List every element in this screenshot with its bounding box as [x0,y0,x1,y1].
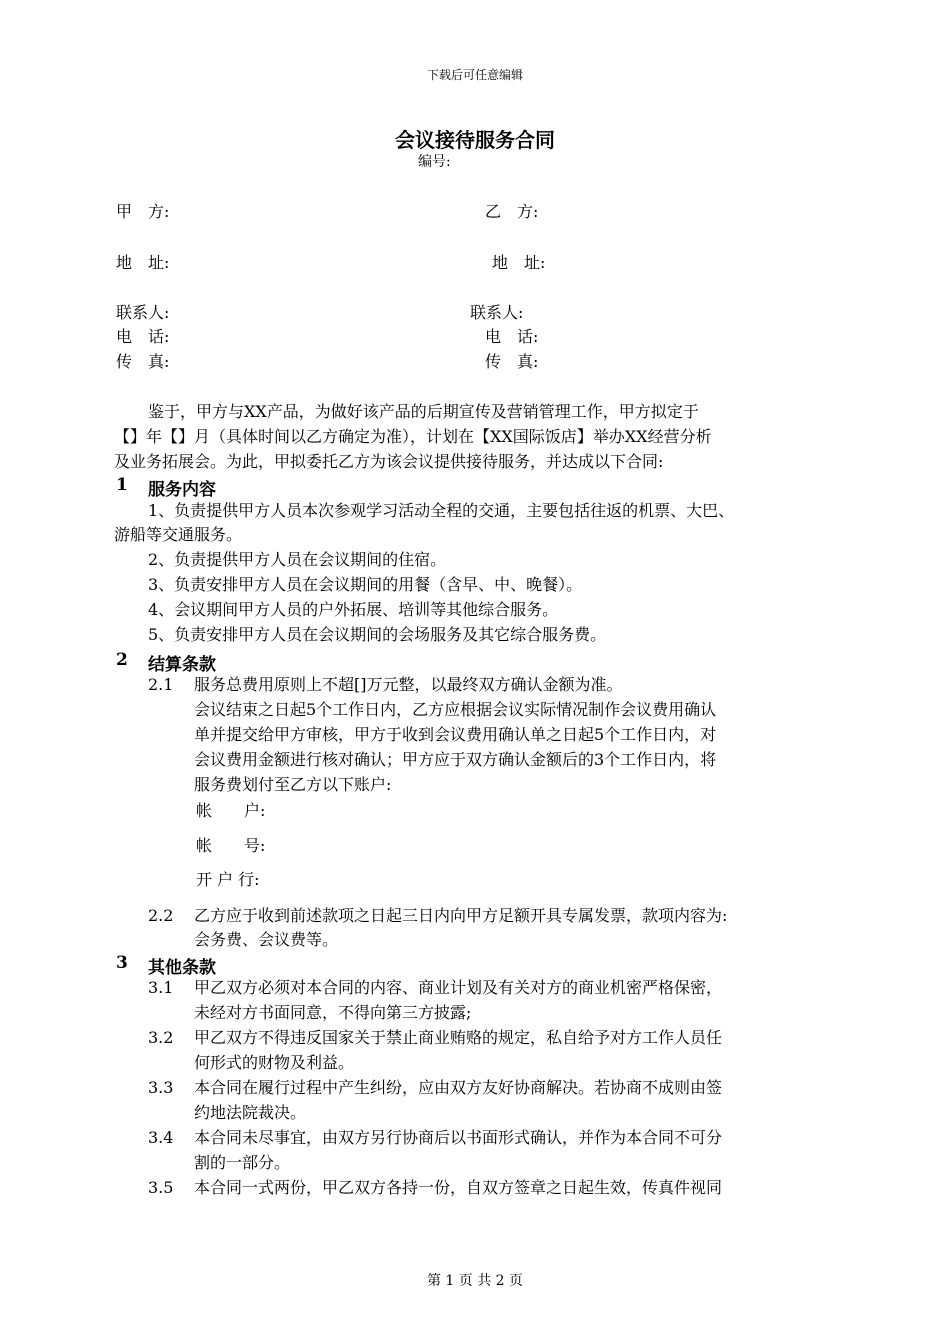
section-1-title: 服务内容 [148,480,216,500]
clause-3-2-line-1: 甲乙双方不得违反国家关于禁止商业贿赂的规定，私自给予对方工作人员任 [194,1028,723,1047]
party-a-name-label: 甲 方: [116,202,170,221]
intro-line-1: 鉴于，甲方与XX产品，为做好该产品的后期宣传及营销管理工作，甲方拟定于 [148,402,699,421]
clause-3-3-number: 3.3 [148,1078,174,1097]
clause-2-1-line-2: 会议结束之日起5个工作日内，乙方应根据会议实际情况制作会议费用确认 [194,700,717,719]
document-title: 会议接待服务合同 [395,128,555,152]
section-2-title: 结算条款 [148,655,216,675]
clause-2-1-line-1: 服务总费用原则上不超[]万元整，以最终双方确认金额为准。 [194,675,623,694]
account-number-label: 帐 号: [196,836,266,855]
clause-2-2-line-2: 会务费、会议费等。 [194,930,339,949]
page-header-note: 下载后可任意编辑 [426,68,523,82]
clause-3-3-line-2: 约地法院裁决。 [194,1103,307,1122]
clause-3-4-number: 3.4 [148,1128,174,1147]
clause-2-2-number: 2.2 [148,906,174,925]
section-2-number: 2 [116,650,128,670]
clause-3-1-number: 3.1 [148,978,174,997]
s1-item-2: 2、负责提供甲方人员在会议期间的住宿。 [148,550,447,569]
clause-3-4-line-2: 割的一部分。 [194,1153,291,1172]
party-b-address-label: 地 址: [492,253,546,272]
party-b-name-label: 乙 方: [485,202,539,221]
clause-3-2-number: 3.2 [148,1028,174,1047]
clause-3-1-line-1: 甲乙双方必须对本合同的内容、商业计划及有关对方的商业机密严格保密， [194,978,723,997]
clause-3-3-line-1: 本合同在履行过程中产生纠纷，应由双方友好协商解决。若协商不成则由签 [194,1078,723,1097]
party-a-address-label: 地 址: [116,253,170,272]
clause-2-1-number: 2.1 [148,675,174,694]
section-3-title: 其他条款 [148,958,216,978]
clause-2-2-line-1: 乙方应于收到前述款项之日起三日内向甲方足额开具专属发票，款项内容为: [194,906,728,925]
clause-3-4-line-1: 本合同未尽事宜，由双方另行协商后以书面形式确认，并作为本合同不可分 [194,1128,723,1147]
clause-3-1-line-2: 未经对方书面同意，不得向第三方披露; [194,1003,472,1022]
account-holder-label: 帐 户: [196,801,266,820]
party-a-contact-label: 联系人: [116,303,170,322]
s1-item-5: 5、负责安排甲方人员在会议期间的会场服务及其它综合服务费。 [148,625,607,644]
clause-2-1-line-5: 服务费划付至乙方以下账户: [194,775,392,794]
s1-item-1-line-1: 1、负责提供甲方人员本次参观学习活动全程的交通，主要包括往返的机票、大巴、 [148,501,735,520]
section-3-number: 3 [116,953,128,973]
s1-item-4: 4、会议期间甲方人员的户外拓展、培训等其他综合服务。 [148,600,559,619]
intro-line-3: 及业务拓展会。为此，甲拟委托乙方为该会议提供接待服务，并达成以下合同: [114,452,664,471]
party-a-phone-label: 电 话: [116,327,170,346]
party-b-contact-label: 联系人: [470,303,524,322]
clause-3-2-line-2: 何形式的财物及利益。 [194,1053,355,1072]
s1-item-3: 3、负责安排甲方人员在会议期间的用餐（含早、中、晚餐）。 [148,575,583,594]
section-1-number: 1 [116,475,128,495]
party-b-phone-label: 电 话: [485,327,539,346]
contract-number-label: 编号: [418,154,451,170]
party-b-fax-label: 传 真: [485,352,539,371]
intro-line-2: 【】年【】月（具体时间以乙方确定为准），计划在【XX国际饭店】举办XX经营分析 [114,427,712,446]
clause-3-5-line-1: 本合同一式两份，甲乙双方各持一份，自双方签章之日起生效，传真件视同 [194,1178,723,1197]
party-a-fax-label: 传 真: [116,352,170,371]
clause-2-1-line-4: 会议费用金额进行核对确认；甲方应于双方确认金额后的3个工作日内，将 [194,750,717,769]
page-footer: 第 1 页 共 2 页 [426,1273,524,1289]
clause-2-1-line-3: 单并提交给甲方审核，甲方于收到会议费用确认单之日起5个工作日内，对 [194,725,717,744]
s1-item-1-line-2: 游船等交通服务。 [114,525,243,544]
bank-label: 开 户 行: [196,870,260,889]
clause-3-5-number: 3.5 [148,1178,174,1197]
